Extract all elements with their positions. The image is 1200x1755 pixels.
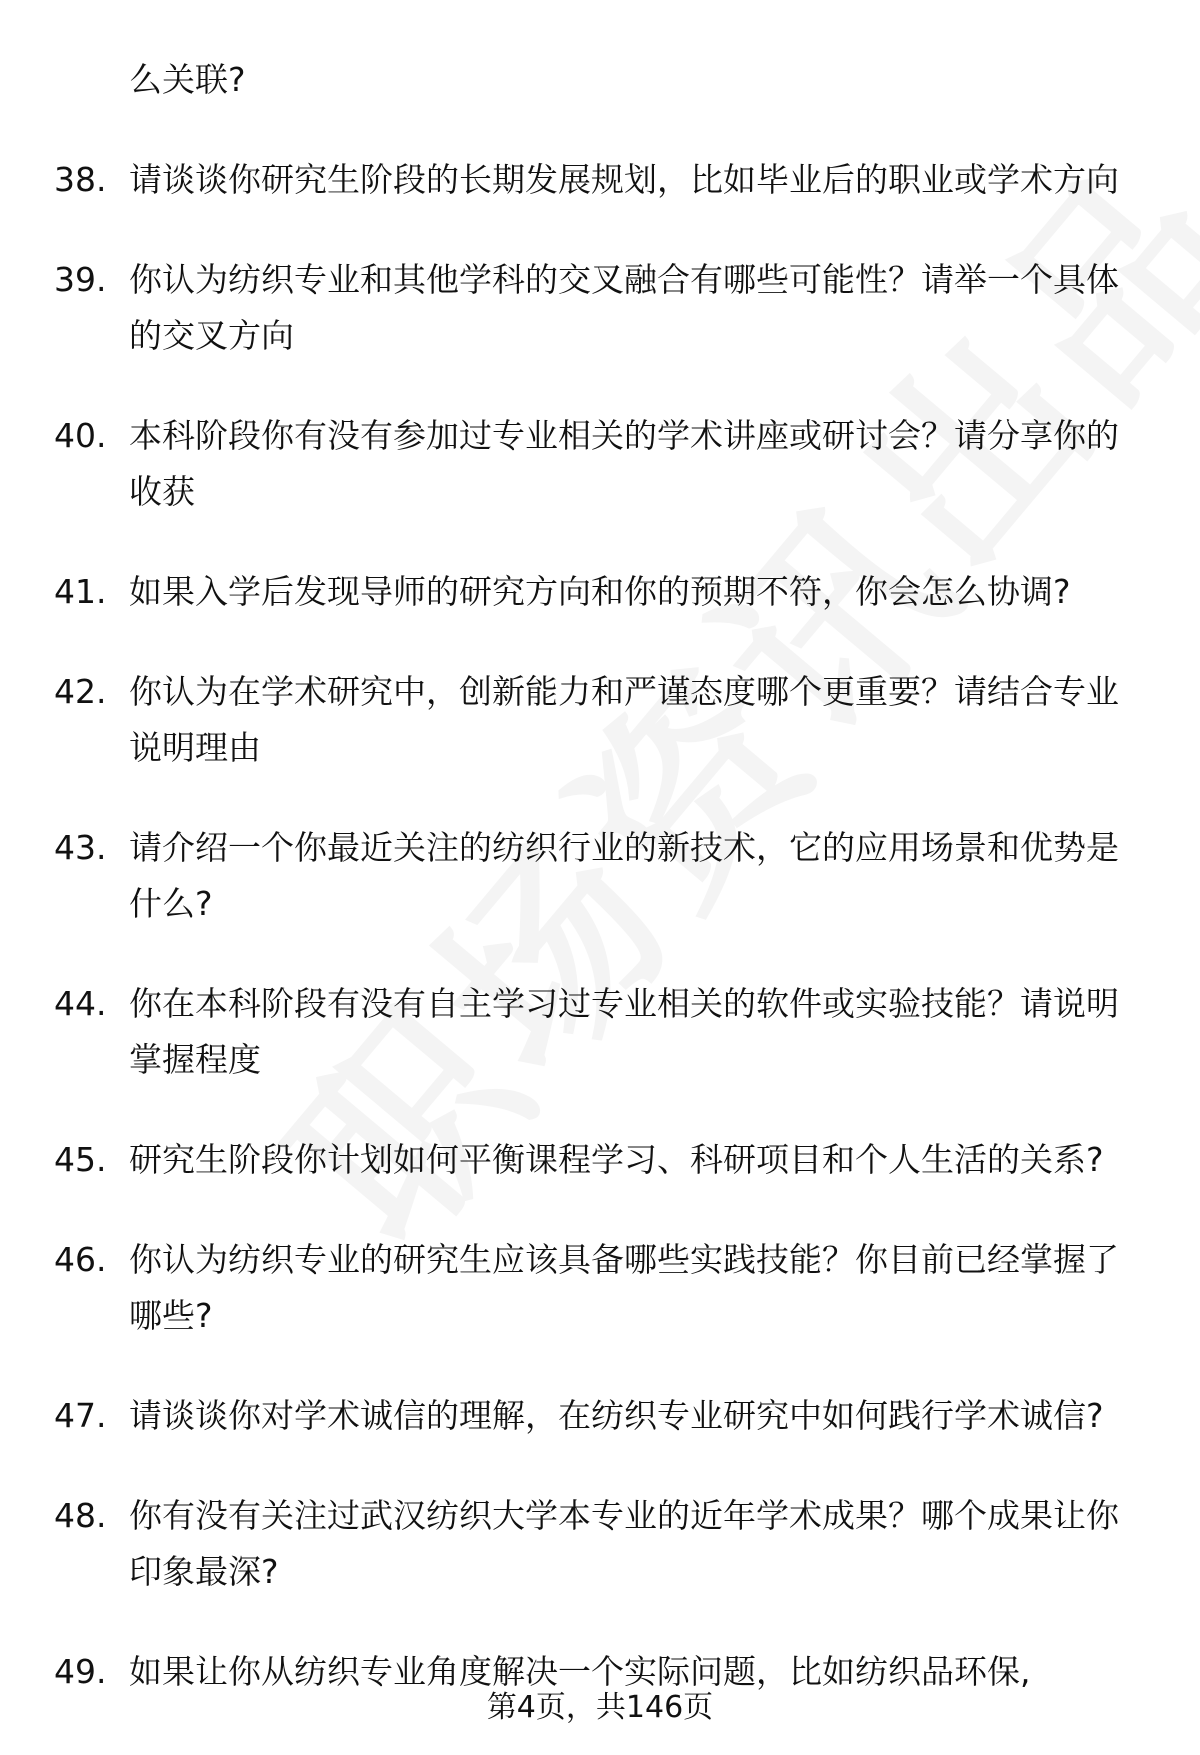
question-number: 46. xyxy=(54,1240,107,1279)
question-text: 研究生阶段你计划如何平衡课程学习、科研项目和个人生活的关系? xyxy=(129,1140,1104,1179)
question-item xyxy=(0,564,1200,620)
question-list xyxy=(0,52,1200,1744)
question-number: 38. xyxy=(54,160,107,199)
question-number: 41. xyxy=(54,572,107,611)
question-item xyxy=(0,820,1200,932)
question-number: 48. xyxy=(54,1496,107,1535)
question-number: 40. xyxy=(54,416,107,455)
question-item xyxy=(0,152,1200,208)
question-number: 39. xyxy=(54,260,107,299)
question-number: 42. xyxy=(54,672,107,711)
question-text: 本科阶段你有没有参加过专业相关的学术讲座或研讨会？请分享你的收获 xyxy=(129,416,1119,511)
question-item xyxy=(0,1132,1200,1188)
question-text: 你认为在学术研究中，创新能力和严谨态度哪个更重要？请结合专业说明理由 xyxy=(129,672,1119,767)
question-text: 你在本科阶段有没有自主学习过专业相关的软件或实验技能？请说明掌握程度 xyxy=(129,984,1119,1079)
question-text: 如果让你从纺织专业角度解决一个实际问题，比如纺织品环保, xyxy=(129,1652,1031,1691)
question-text: 么关联? xyxy=(129,60,246,99)
question-number: 43. xyxy=(54,828,107,867)
question-number: 45. xyxy=(54,1140,107,1179)
question-text: 你有没有关注过武汉纺织大学本专业的近年学术成果？哪个成果让你印象最深? xyxy=(129,1496,1119,1591)
page-footer: 第4页，共146页 xyxy=(486,1690,714,1725)
question-text: 请介绍一个你最近关注的纺织行业的新技术，它的应用场景和优势是什么? xyxy=(129,828,1119,923)
question-number: 49. xyxy=(54,1652,107,1691)
question-text: 请谈谈你对学术诚信的理解，在纺织专业研究中如何践行学术诚信? xyxy=(129,1396,1104,1435)
question-item xyxy=(0,664,1200,776)
question-number: 47. xyxy=(54,1396,107,1435)
question-text: 你认为纺织专业的研究生应该具备哪些实践技能？你目前已经掌握了哪些? xyxy=(129,1240,1119,1335)
question-item xyxy=(0,408,1200,520)
question-item xyxy=(0,252,1200,364)
question-item xyxy=(0,976,1200,1088)
question-text: 如果入学后发现导师的研究方向和你的预期不符，你会怎么协调? xyxy=(129,572,1071,611)
question-number: 44. xyxy=(54,984,107,1023)
question-text: 你认为纺织专业和其他学科的交叉融合有哪些可能性？请举一个具体的交叉方向 xyxy=(129,260,1119,355)
question-item xyxy=(0,1388,1200,1444)
question-continuation xyxy=(0,52,1200,108)
question-item xyxy=(0,1488,1200,1600)
question-item xyxy=(0,1232,1200,1344)
question-text: 请谈谈你研究生阶段的长期发展规划，比如毕业后的职业或学术方向 xyxy=(129,160,1119,199)
